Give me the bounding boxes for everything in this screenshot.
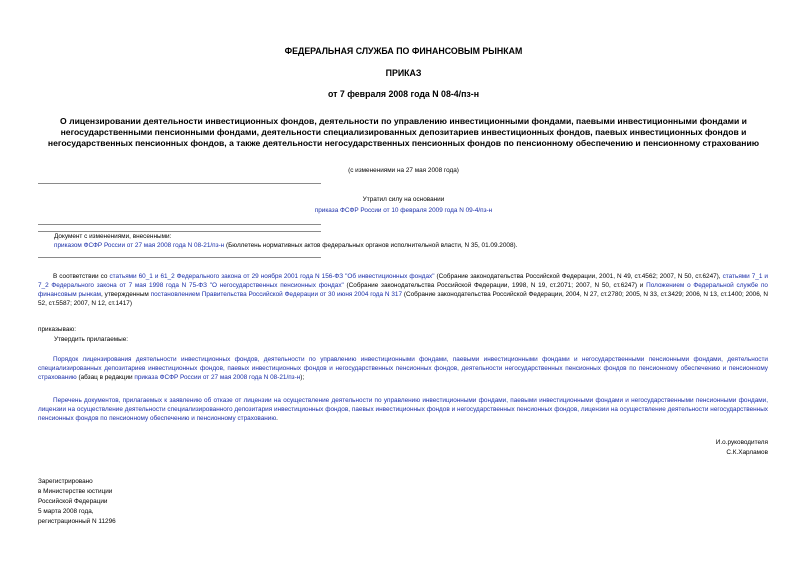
divider: [38, 224, 321, 225]
registration-line: регистрационный N 11296: [38, 518, 116, 525]
amendments-label: Документ с изменениями, внесенными:: [54, 233, 172, 240]
preamble-text: , утвержденным: [101, 291, 151, 298]
item-1-note: (абзац в редакции: [76, 374, 135, 381]
order-word: приказываю:: [38, 326, 76, 333]
registration-line: Российской Федерации: [38, 498, 108, 505]
changes-note: (с изменениями на 27 мая 2008 года): [348, 167, 459, 174]
fsfr-regulation-link[interactable]: Положением о Федеральной службе по финансовым рынкам: [38, 282, 768, 298]
approve-line: Утвердить прилагаемые:: [54, 336, 129, 343]
preamble-text: (Собрание законодательства Российской Федерации, 2001, N 49, ст.4562; 2007, N 50, ст.6247),: [434, 273, 723, 280]
licensing-procedure-link[interactable]: Порядок лицензирования деятельности инвестиционных фондов, деятельности по управлению инвестиционными фондами, паевыми инвестиционными фондами и негосударственными пенсионными фондами, деятельности специализированных депозитариев инвестиционных фондов, паевых инвестиционных фондов и негосударственных пенсионных фондов, деятельности негосударственных пенсионных фондов по пенсионному обеспечению и пенсионному страхованию: [38, 356, 768, 381]
preamble-text: В соответствии со: [53, 273, 110, 280]
registration-line: Зарегистрировано: [38, 478, 93, 485]
amending-order-link[interactable]: приказа ФСФР России от 27 мая 2008 года N 08-21/пз-н: [134, 374, 301, 381]
registration-block: [38, 477, 116, 527]
preamble-text: (Собрание законодательства Российской Федерации, 1998, N 19, ст.2071; 2007, N 50, ст.6247) и: [343, 282, 647, 289]
item-1: [38, 355, 768, 382]
agency-heading: ФЕДЕРАЛЬНАЯ СЛУЖБА ПО ФИНАНСОВЫМ РЫНКАМ: [284, 46, 523, 56]
item-2: [38, 396, 768, 423]
registration-line: 5 марта 2008 года,: [38, 508, 94, 515]
item-2-end: .: [276, 415, 278, 422]
lost-force-text: Утратил силу на основании: [362, 196, 445, 203]
lost-force-link[interactable]: приказа ФСФР России от 10 февраля 2009 года N 09-4/пз-н: [314, 207, 493, 214]
registration-line: в Министерстве юстиции: [38, 488, 113, 495]
law-75-link[interactable]: статьями 7_1 и 7_2 Федерального закона от 7 мая 1998 года N 75-ФЗ "О негосударственных пенсионных фондах": [38, 273, 768, 289]
documents-list-link[interactable]: Перечень документов, прилагаемых к заявлению об отказе от лицензии на осуществление деятельности по управлению инвестиционными фондами, паевыми инвестиционными фондами и негосударственными пенсионными фондами, лицензии на осуществление деятельности специализированного депозитария инвестиционных фондов, паевых инвестиционных фондов и негосударственных пенсионных фондов, лицензии на осуществление деятельности негосударственных пенсионных фондов по пенсионному обеспечению и пенсионному страхованию: [38, 397, 768, 422]
law-156-link[interactable]: статьями 60_1 и 61_2 Федерального закона от 29 ноября 2001 года N 156-ФЗ "Об инвестиционных фондах": [109, 273, 435, 280]
divider: [38, 257, 321, 258]
doc-date-number: от 7 февраля 2008 года N 08-4/пз-н: [327, 89, 480, 99]
item-1-note-end: );: [300, 374, 305, 381]
doc-type-heading: ПРИКАЗ: [385, 68, 422, 78]
government-decree-link[interactable]: постановлением Правительства Российской Федерации от 30 июня 2004 года N 317: [150, 291, 403, 298]
signatory-name: С.К.Харламов: [726, 449, 768, 456]
divider: [38, 183, 321, 184]
document-title: О лицензировании деятельности инвестиционных фондов, деятельности по управлению инвестиционными фондами, паевыми инвестиционными фондами и негосударственными пенсионными фондами, деятельности специализированных депозитариев инвестиционных фондов, паевых инвестиционных фондов и негосударственных пенсионных фондов, а также деятельности негосударственных пенсионных фондов по пенсионному обеспечению и пенсионному страхованию: [47, 116, 760, 149]
preamble-text: (Собрание законодательства Российской Федерации, 2004, N 27, ст.2780; 2005, N 33, ст.3429; 2006, N 13, ст.1400; 2006, N 52, ст.5587; 2007, N 12, ст.1417): [38, 291, 769, 307]
amendments-line: [54, 241, 774, 250]
amendment-link[interactable]: приказом ФСФР России от 27 мая 2008 года N 08-21/пз-н: [54, 242, 225, 249]
amendment-source: (Бюллетень нормативных актов федеральных органов исполнительной власти, N 35, 01.09.2008).: [224, 242, 518, 249]
lost-force-line: [0, 206, 807, 215]
signatory-role: И.о.руководителя: [715, 439, 768, 446]
preamble: [38, 272, 768, 308]
